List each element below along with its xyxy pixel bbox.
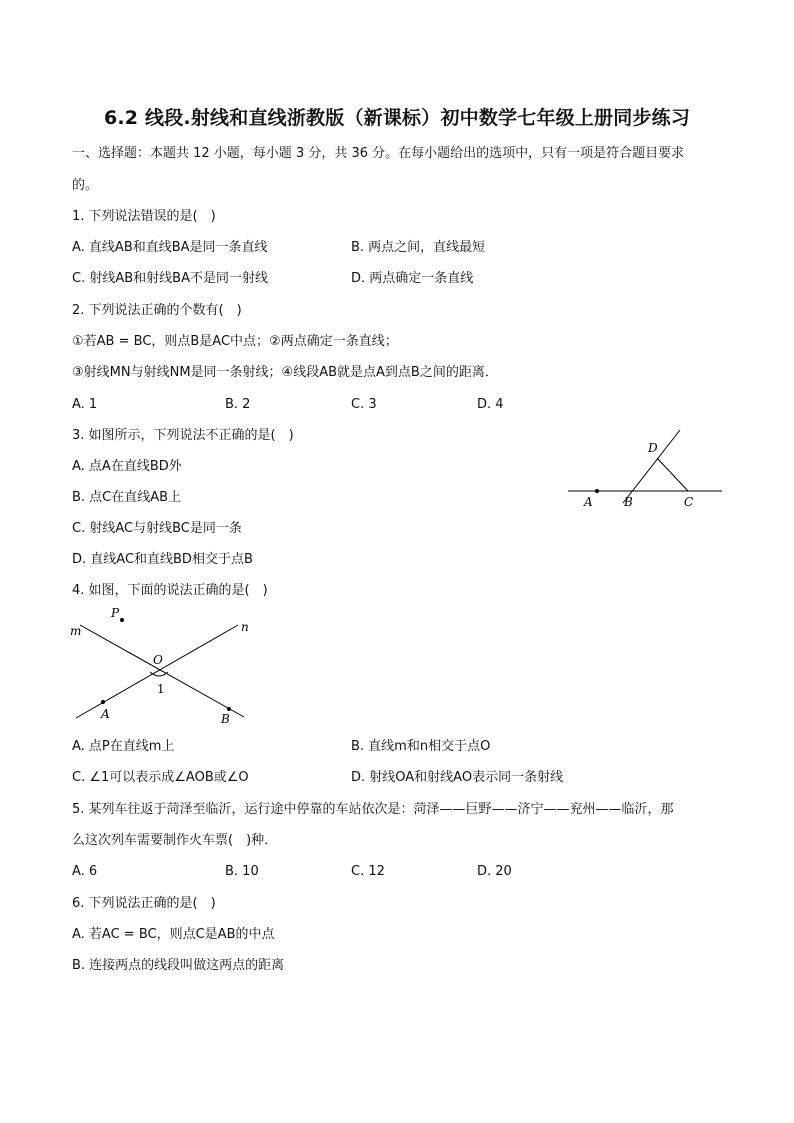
q2-statements-2: ③射线MN与射线NM是同一条射线；④线段AB就是点A到点B之间的距离． bbox=[72, 365, 498, 380]
q4-point-b bbox=[227, 707, 231, 711]
q3-segment-dc bbox=[657, 458, 688, 491]
q4-option-a[interactable]: A. 点P在直线m上 bbox=[72, 739, 175, 754]
q5-stem-line1: 5. 某列车往返于菏泽至临沂，运行途中停靠的车站依次是：菏泽——巨野——济宁——兖州——临沂，那 bbox=[72, 802, 674, 817]
q5-option-c[interactable]: C. 12 bbox=[351, 864, 385, 879]
q4-label-b: B bbox=[221, 712, 230, 726]
q4-label-o: O bbox=[153, 653, 163, 667]
q5-option-d[interactable]: D. 20 bbox=[477, 864, 512, 879]
q4-point-a bbox=[101, 700, 105, 704]
q6-option-a[interactable]: A. 若AC = BC，则点C是AB的中点 bbox=[72, 927, 275, 942]
q1-option-a[interactable]: A. 直线AB和直线BA是同一条直线 bbox=[72, 240, 268, 255]
q5-option-a[interactable]: A. 6 bbox=[72, 864, 98, 879]
q5-stem-line2: 么这次列车需要制作火车票( )种． bbox=[72, 833, 278, 848]
q3-point-a bbox=[595, 489, 599, 493]
q3-figure bbox=[560, 425, 730, 520]
page-title: 6.2 线段.射线和直线浙教版（新课标）初中数学七年级上册同步练习 bbox=[103, 107, 691, 129]
q2-stem: 2. 下列说法正确的个数有( ) bbox=[72, 303, 242, 318]
q4-label-p: P bbox=[111, 606, 120, 620]
q2-option-b[interactable]: B. 2 bbox=[225, 397, 251, 412]
q3-option-d[interactable]: D. 直线AC和直线BD相交于点B bbox=[72, 552, 253, 567]
q2-statements-1: ①若AB = BC，则点B是AC中点；②两点确定一条直线； bbox=[72, 334, 398, 349]
q4-line-m bbox=[80, 625, 244, 717]
q5-option-b[interactable]: B. 10 bbox=[225, 864, 259, 879]
q4-point-p bbox=[120, 618, 124, 622]
q3-stem: 3. 如图所示，下列说法不正确的是( ) bbox=[72, 428, 294, 443]
q3-option-c[interactable]: C. 射线AC与射线BC是同一条 bbox=[72, 521, 242, 536]
section-heading-line2: 的。 bbox=[72, 178, 99, 193]
q4-option-b[interactable]: B. 直线m和n相交于点O bbox=[351, 739, 491, 754]
q3-label-a: A bbox=[584, 495, 593, 509]
q4-label-n: n bbox=[241, 620, 249, 634]
q4-option-d[interactable]: D. 射线OA和射线AO表示同一条射线 bbox=[351, 770, 564, 785]
q3-label-b: B bbox=[624, 495, 633, 509]
q1-stem: 1. 下列说法错误的是( ) bbox=[72, 209, 216, 224]
q3-label-d: D bbox=[648, 441, 658, 455]
q3-option-a[interactable]: A. 点A在直线BD外 bbox=[72, 459, 182, 474]
q1-option-b[interactable]: B. 两点之间，直线最短 bbox=[351, 240, 486, 255]
q4-label-a: A bbox=[101, 707, 110, 721]
q4-label-1: 1 bbox=[157, 682, 165, 696]
q4-stem: 4. 如图，下面的说法正确的是( ) bbox=[72, 583, 268, 598]
q4-line-n bbox=[76, 625, 238, 718]
q2-option-a[interactable]: A. 1 bbox=[72, 397, 98, 412]
section-heading-line1: 一、选择题：本题共 12 小题，每小题 3 分，共 36 分。在每小题给出的选项中，只有一项是符合题目要求 bbox=[72, 146, 685, 161]
q1-option-c[interactable]: C. 射线AB和射线BA不是同一射线 bbox=[72, 271, 268, 286]
q4-label-m: m bbox=[70, 624, 82, 638]
q4-option-c[interactable]: C. ∠1可以表示成∠AOB或∠O bbox=[72, 770, 249, 785]
q3-label-c: C bbox=[684, 495, 694, 509]
q2-option-c[interactable]: C. 3 bbox=[351, 397, 377, 412]
q2-option-d[interactable]: D. 4 bbox=[477, 397, 504, 412]
q4-figure bbox=[68, 605, 268, 730]
q6-stem: 6. 下列说法正确的是( ) bbox=[72, 896, 216, 911]
q6-option-b[interactable]: B. 连接两点的线段叫做这两点的距离 bbox=[72, 958, 285, 973]
q1-option-d[interactable]: D. 两点确定一条直线 bbox=[351, 271, 474, 286]
q3-option-b[interactable]: B. 点C在直线AB上 bbox=[72, 490, 182, 505]
